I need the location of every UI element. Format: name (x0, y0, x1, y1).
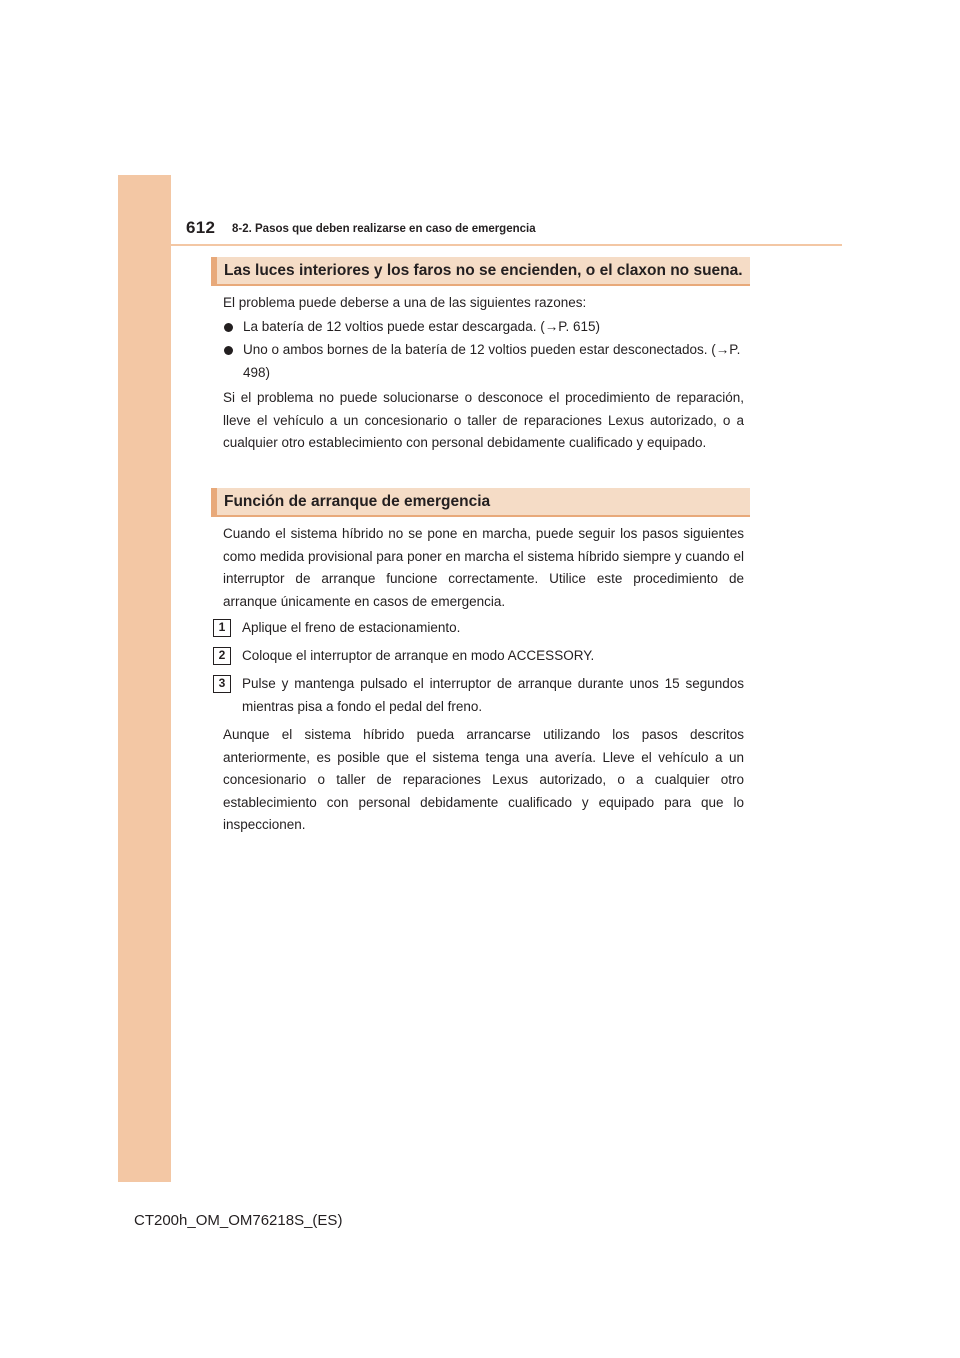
footer-code: CT200h_OM_OM76218S_(ES) (134, 1212, 343, 1229)
step-text: Aplique el freno de estacionamiento. (242, 620, 461, 635)
step-item (213, 645, 744, 668)
bullet-item (224, 339, 744, 384)
section1-intro: El problema puede deberse a una de las siguientes razones: (223, 295, 587, 310)
section-heading-emergency-start (211, 488, 750, 517)
bullet-item (224, 316, 744, 339)
step-number-badge: 3 (213, 675, 231, 693)
section1-paragraph: Si el problema no puede solucionarse o desconoce el procedimiento de reparación, lleve el vehículo a un concesionario o taller de reparaciones Lexus autorizado, o a cualquier otro establecimiento con personal debidamente cualificado y equipado. (223, 390, 744, 450)
step-number-badge: 2 (213, 647, 231, 665)
section2-closing: Aunque el sistema híbrido pueda arrancarse utilizando los pasos descritos anteriormente, es posible que el sistema tenga una avería. Lleve el vehículo a un concesionario o taller de reparaciones Lexus autorizado, o a cualquier otro establecimiento con personal debidamente cualificado y equipado para que lo inspeccionen. (223, 727, 744, 832)
step-item (213, 617, 744, 640)
section-header: 8-2. Pasos que deben realizarse en caso de emergencia (232, 223, 536, 235)
section2-intro: Cuando el sistema híbrido no se pone en marcha, puede seguir los pasos siguientes como medida provisional para poner en marcha el sistema híbrido siempre y cuando el interruptor de arranque funcione correctamente. Utilice este procedimiento de arranque únicamente en casos de emergencia. (223, 526, 744, 609)
header-divider (171, 244, 842, 246)
step-number-badge: 1 (213, 619, 231, 637)
bullet-text: La batería de 12 voltios puede estar descargada. (→P. 615) (243, 319, 600, 334)
bullet-icon (224, 323, 233, 332)
section-heading-lights-text: Las luces interiores y los faros no se encienden, o el claxon no suena. (224, 262, 743, 279)
step-text: Pulse y mantenga pulsado el interruptor de arranque durante unos 15 segundos mientras pisa a fondo el pedal del freno. (242, 676, 744, 714)
section-heading-lights (211, 257, 750, 286)
step-text: Coloque el interruptor de arranque en modo ACCESSORY. (242, 648, 595, 663)
side-tab-strip (118, 175, 171, 1182)
bullet-icon (224, 346, 233, 355)
section-heading-emergency-start-text: Función de arranque de emergencia (224, 493, 491, 510)
step-item (213, 673, 744, 718)
page-number: 612 (186, 218, 216, 237)
bullet-text: Uno o ambos bornes de la batería de 12 voltios pueden estar desconectados. (→P. 498) (243, 342, 741, 380)
